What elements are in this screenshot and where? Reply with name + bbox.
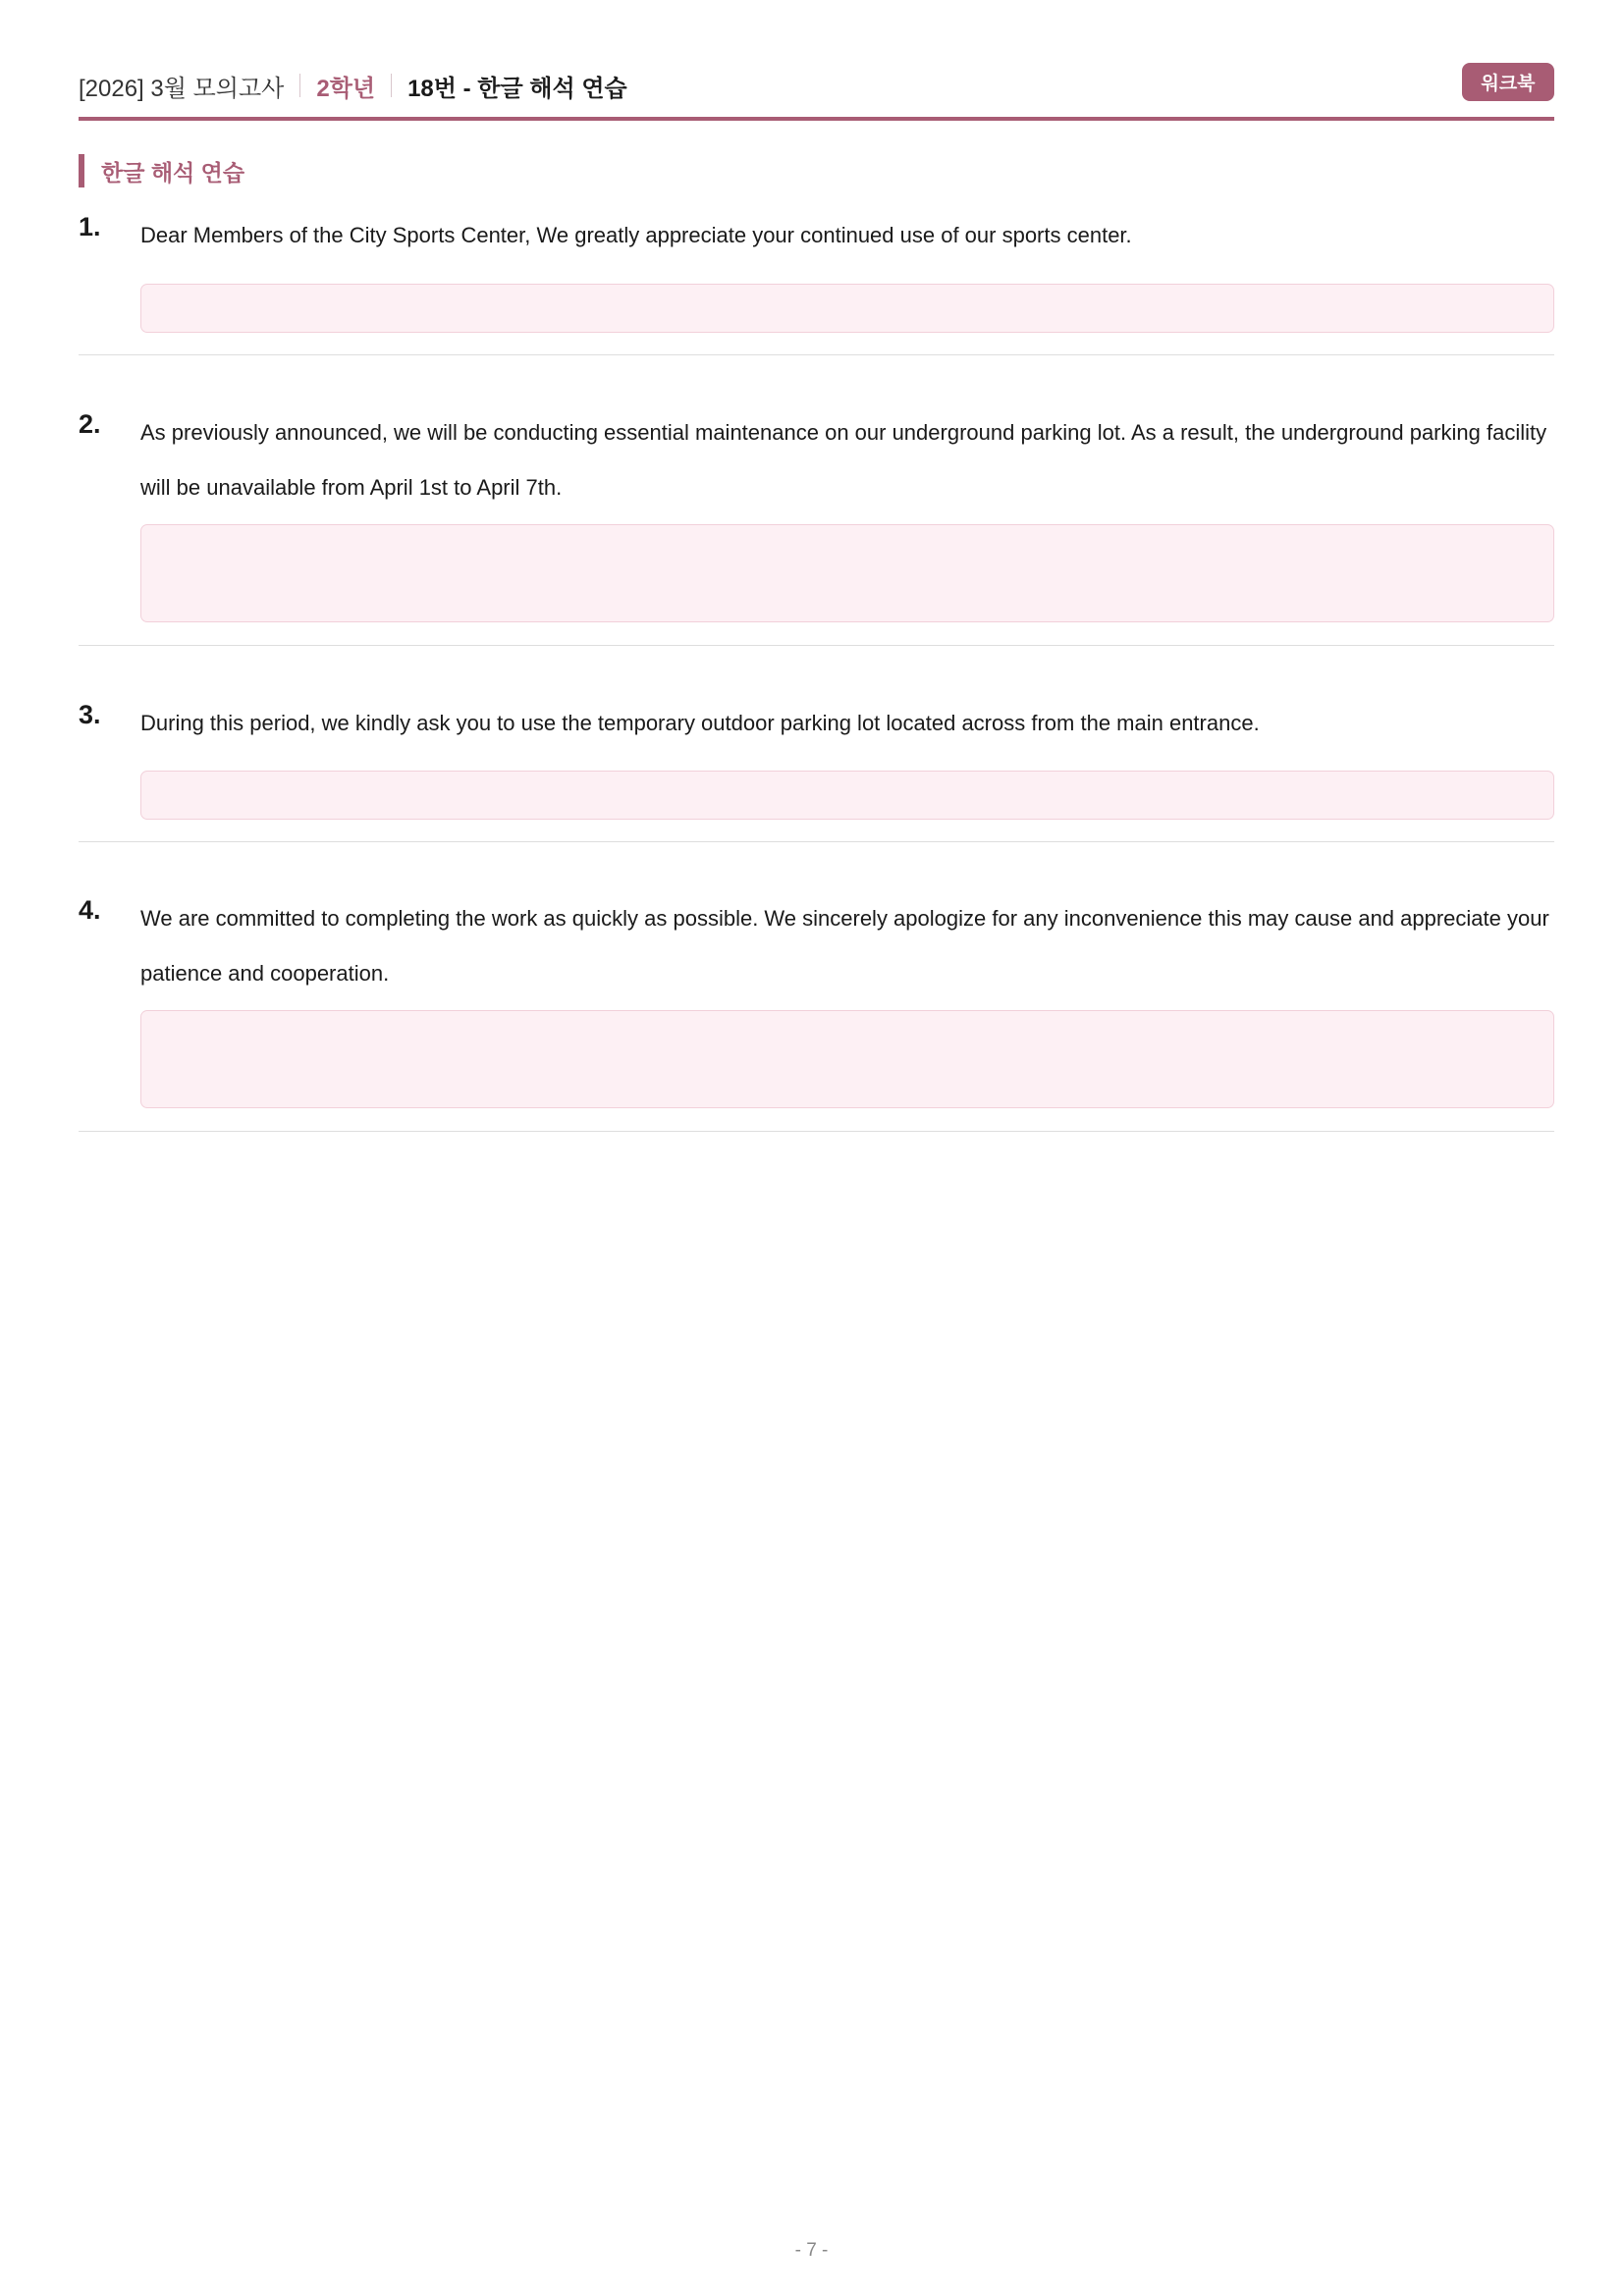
question-text: We are committed to completing the work as quickly as possible. We sincerely apologize for any inconvenience this may cause and appreciate your patience and cooperation. bbox=[140, 906, 1549, 986]
page-title: 18번 - 한글 해석 연습 bbox=[407, 75, 627, 102]
question-item bbox=[79, 696, 1554, 842]
question-text: Dear Members of the City Sports Center, We greatly appreciate your continued use of our sports center. bbox=[140, 223, 1132, 247]
header-divider bbox=[391, 74, 392, 97]
question-number: 2. bbox=[79, 409, 101, 439]
question-item bbox=[79, 208, 1554, 355]
page-number: - 7 - bbox=[794, 2240, 829, 2261]
workbook-page bbox=[79, 0, 1554, 2296]
answer-box[interactable] bbox=[140, 1010, 1554, 1108]
answer-box[interactable] bbox=[140, 524, 1554, 622]
answer-box[interactable] bbox=[140, 771, 1554, 820]
header-divider bbox=[299, 74, 300, 97]
exam-name: [2026] 3월 모의고사 bbox=[79, 75, 285, 102]
header-rule bbox=[79, 117, 1554, 121]
grade-label: 2학년 bbox=[316, 75, 376, 102]
question-number: 1. bbox=[79, 212, 101, 241]
section-title: 한글 해석 연습 bbox=[101, 159, 245, 186]
answer-box[interactable] bbox=[140, 284, 1554, 333]
page-header bbox=[79, 61, 1554, 110]
question-item bbox=[79, 891, 1554, 1132]
question-number: 4. bbox=[79, 895, 101, 925]
question-text: As previously announced, we will be conducting essential maintenance on our underground parking lot. As a result, the underground parking facility will be unavailable from April 1st to April 7th. bbox=[140, 420, 1547, 500]
question-number: 3. bbox=[79, 700, 101, 729]
question-text: During this period, we kindly ask you to use the temporary outdoor parking lot located across from the main entrance. bbox=[140, 711, 1260, 735]
workbook-badge: 워크북 bbox=[1462, 63, 1554, 101]
question-item bbox=[79, 405, 1554, 646]
section-heading bbox=[79, 154, 244, 187]
section-accent-bar bbox=[79, 154, 84, 187]
